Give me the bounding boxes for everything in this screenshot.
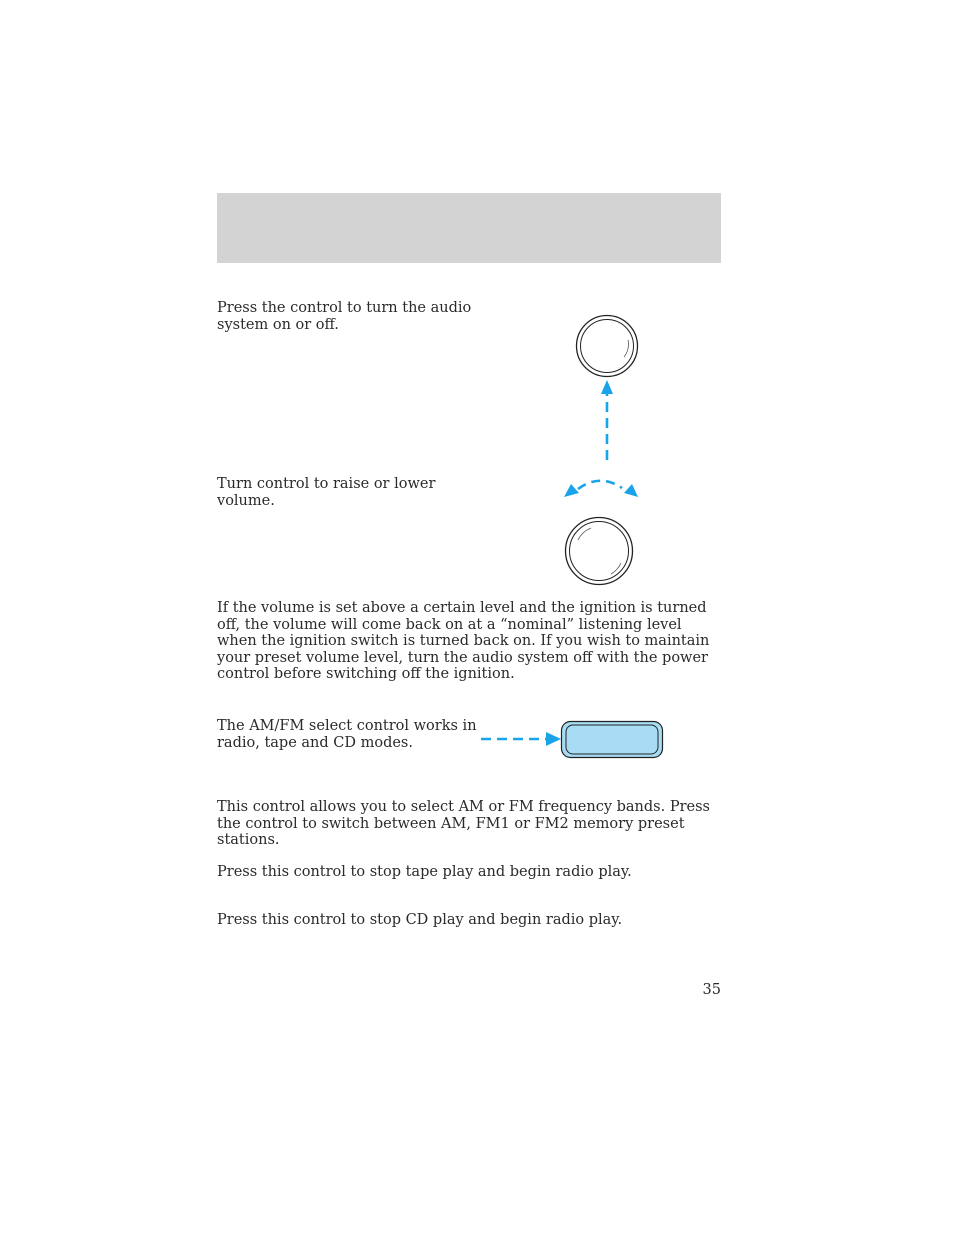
press-arrow-icon [601, 380, 613, 460]
tape-mode-paragraph: Press this control to stop tape play and begin radio play. [217, 864, 632, 880]
page-number: 35 [702, 982, 721, 998]
amfm-instruction-text: The AM/FM select control works in radio, tape and CD modes. [217, 718, 477, 751]
cd-mode-paragraph: Press this control to stop CD play and begin radio play. [217, 912, 623, 928]
volume-instruction-text: Turn control to raise or lower volume. [217, 476, 436, 509]
nominal-volume-paragraph: If the volume is set above a certain level and the ignition is turned off, the volume will come back on at a “nominal” listening level when the ignition switch is turned back on. If you wish to maintain your preset volume level, turn the audio system off with the power control before switching off the ignition. [217, 600, 710, 682]
rotate-arrows-icon [564, 481, 638, 497]
volume-knob-icon [566, 518, 633, 585]
amfm-select-button [562, 722, 663, 758]
amfm-pointer-arrow-icon [481, 732, 561, 746]
power-instruction-text: Press the control to turn the audio system on or off. [217, 300, 472, 333]
power-knob-icon [577, 316, 638, 377]
frequency-bands-paragraph: This control allows you to select AM or FM frequency bands. Press the control to switch between AM, FM1 or FM2 memory preset stations. [217, 799, 710, 848]
